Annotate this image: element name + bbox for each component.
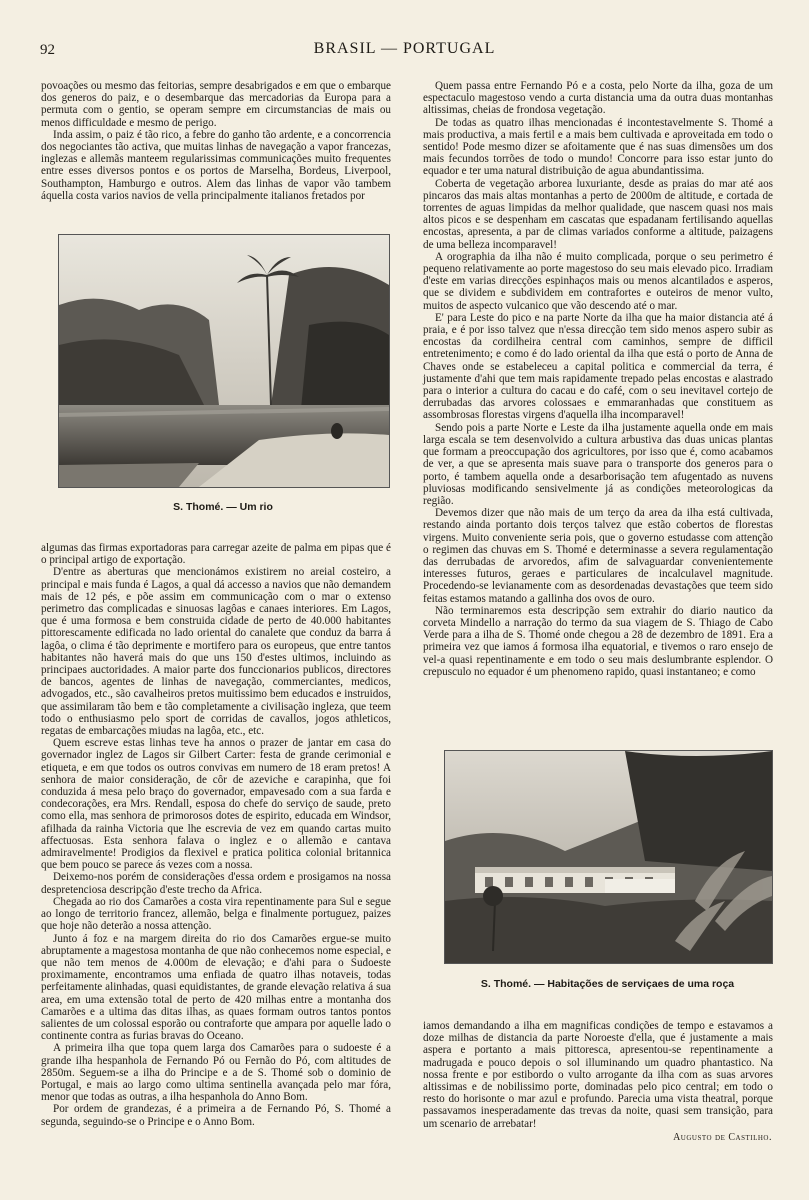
right-column-top-text <box>423 80 773 715</box>
paragraph: Inda assim, o paiz é tão rico, a febre do ganho tão ardente, e a concorrencia dos negociantes tão activa, que muitas linhas de navegação a vapor francezas, inglezas e allemãs manteem regularissimas communicações muito frequentes entre esses diversos pontos e os portos de Marselha, Bordeus, Liverpool, Southampton, Hamburgo e outros. Alem das linhas de vapor vão tambem áquella costa varios navios de vella principalmente italianos fretados por <box>41 128 391 202</box>
author-signature: Augusto de Castilho. <box>673 1132 772 1143</box>
paragraph: A orographia da ilha não é muito complicada, porque o seu perimetro é pequeno relativamente ao porte magestoso do seu mais elevado pico. Irradiam d'este em varias direcções espinhaços mais ou menos alcantilados e asperos, que se dividem e subdividem em contrafortes e outeiros de menor vulto, muitos de aspecto vulcanico que vão descendo até o mar. <box>423 250 773 312</box>
paragraph: Por ordem de grandezas, é a primeira a de Fernando Pó, S. Thomé a segunda, seguindo-se o Principe e o Anno Bom. <box>41 1103 391 1128</box>
paragraph: De todas as quatro ilhas mencionadas é incontestavelmente S. Thomé a mais productiva, a mais fertil e a mais bem cultivada e aproveitada em todo o sentido! Pode mesmo dizer se afoitamente que é nas suas dimensões um dos mais fecundos torrões de todo o mundo! Concorre para isso estar junto do equador e ter uma natural distribuição de agua abundantissima. <box>423 116 773 178</box>
paragraph: iamos demandando a ilha em magnificas condições de tempo e estavamos a doze milhas de distancia da parte Noroeste d'ella, que é justamente a mais aspera e portanto a mais pittoresca, apresentou-se repentinamente a madrugada e pouco depois o sol illuminando um quadro phantastico. Na nossa frente e por estibordo o vulto arrogante da ilha com as suas arvores altissimas e de nobilissimo porte, dominadas pelo pico central; em todo o resto do horisonte o mar azul e profundo. Parecia uma vista theatral, porque passavamos inesperadamente das trevas da noite, quasi sem transição, para um scenario de arrebatar! <box>423 1020 773 1130</box>
river-photo-image <box>59 235 389 487</box>
paragraph: E' para Leste do pico e na parte Norte da ilha que ha maior distancia até á praia, e é por isso talvez que n'essa direcção tem sido menos aspero subir as encostas da cordilheira central com caminhos, sempre de difficil entretenimento; e como é do lado oriental da ilha que está o porto de Anna de Chaves onde se estabeleceu a capital politica e commercial da terra, é justamente d'ahi que tem mais rapidamente trepado pelas encostas e alastrado para o interior a cultura do cacau e do café, com o seu inevitavel cortejo de derrubadas das arvores colossaes e emmaranhadas que constituem as assombrosas florestas virgens d'aquella ilha incomparavel! <box>423 311 773 422</box>
paragraph: Junto á foz e na margem direita do rio dos Camarões ergue-se muito abruptamente a magestosa montanha de que não conhecemos nome especial, e que não tem menos de 4.000m de elevação; e d'ahi para o Sudoeste proximamente, encontramos uma enfiada de quatro ilhas notaveis, todas perfeitamente alinhadas, quasi equidistantes, de grande elevação relativa á sua area, em uma extensão total de perto de 420 milhas entre a montanha dos Camarões e a ultima das ditas ilhas, as quaes formam outros tantos pontos salientes de um colossal esporão ou contraforte que ampara por aquelle lado o continente contra as furias bravas do Oceano. <box>41 932 391 1043</box>
figure-workers-housing-photo <box>444 750 773 964</box>
paragraph: Quem passa entre Fernando Pó e a costa, pelo Norte da ilha, goza de um espectaculo magestoso vendo a curta distancia uma da outra duas montanhas altissimas, cheias de frondosa vegetação. <box>423 80 773 117</box>
page-number: 92 <box>40 42 55 58</box>
figure-1-caption: S. Thomé. — Um rio <box>173 501 273 513</box>
paragraph: Sendo pois a parte Norte e Leste da ilha justamente aquella onde em mais larga escala se tem desenvolvido a cultura arbustiva das duas unicas plantas que formam a preoccupação dos agricultores, por isso que é, como acabamos de ver, a que se apresenta mais suave para o transporte dos generos para o porto, é tambem aquella onde a desarborisação tem afugentado as nuvens pluviosas modificando sensivelmente já as condições meteorologicas da região. <box>423 421 773 507</box>
paragraph: D'entre as aberturas que mencionámos existirem no areial costeiro, a principal e mais funda é Lagos, a qual dá accesso a navios que não demandem mais de 12 pés, e põe assim em communicação com o mar o extenso perimetro das complicadas e sinuosas lagôas e canaes interiores. Em Lagos, que é uma formosa e bem construida cidade de perto de 40.000 habitantes pittorescamente edificada no lado oriental do canalete que conduz da barra á lagôa, o clima é tão deprimente e mortifero para os europeus, que entre tantos habitantes não haverá mais do que uns 150 d'estes ultimos, incluindo as principaes auctoridades. A maior parte dos funccionarios publicos, directores de bancos, agentes de linhas de navegação, commerciantes, medicos, advogados, etc., são cavalheiros pretos muitissimo bem educados e instruidos, que assimilaram tão bem e tão completamente a civilisação ingleza, que teem todo o enthusiasmo pelo sport de corridas de cavallos, jogos athleticos, regatas de embarcações miudas na lagôa, etc., etc. <box>41 566 391 738</box>
paragraph: Deixemo-nos porém de considerações d'essa ordem e prosigamos na nossa despretenciosa descripção d'este trecho da Africa. <box>41 871 391 896</box>
right-column-bottom-text <box>423 1020 773 1130</box>
workers-housing-photo-image <box>445 751 772 963</box>
paragraph: povoações ou mesmo das feitorias, sempre desabrigados e em que o embarque dos generos do paiz, e o desembarque das mercadorias da Europa para a permuta com o gentio, se operam sempre em circumstancias de mais ou menos difficuldade e mesmo de perigo. <box>41 80 391 129</box>
left-column-bottom-text <box>41 542 391 1165</box>
paragraph: Chegada ao rio dos Camarões a costa vira repentinamente para Sul e segue ao longo de territorio francez, allemão, belga e finalmente portuguez, paizes que hoje não deterão a nossa attenção. <box>41 895 391 933</box>
running-title: BRASIL — PORTUGAL <box>313 40 496 57</box>
paragraph: Quem escreve estas linhas teve ha annos o prazer de jantar em casa do governador inglez de Lagos sir Gilbert Carter: festa de grande cerimonial e etiqueta, e em que todos os outros convivas em numero de 18 eram pretos! A senhora de maior consideração, de côr de azeviche e carapinha, que foi conduzida á mesa pelo braço do governador, empavesado com a sua farda e condecorações, era Mrs. Rendall, esposa do chefe do serviço de saude, preto como ella, mas senhora de primorosos dotes de espirito, educada em Windsor, afilhada da rainha Victoria que lhe escrevia de vez em quando cartas muito affectuosas. Esta senhora falava o inglez e o allemão e cantava admiravelmente! Prodigios da flexivel e pratica politica colonial britannica que bem pouco se parece ás vezes com a nossa. <box>41 737 391 872</box>
figure-river-photo <box>58 234 390 488</box>
left-column-top-text <box>41 80 391 228</box>
paragraph: A primeira ilha que topa quem larga dos Camarões para o sudoeste é a grande ilha hespanhola de Fernando Pó ou Fernão do Pó, com altitudes de 2850m. Seguem-se a ilha do Principe e a de S. Thomé sob o dominio de Portugal, e mais ao largo como ultima sentinella avançada pelo mar fóra, menor que todas as outras, a ilha hespanhola do Anno Bom. <box>41 1042 391 1104</box>
paragraph: Coberta de vegetação arborea luxuriante, desde as praias do mar até aos pincaros das mais altas montanhas a perto de 2000m de altitude, e cortada de torrentes de aguas limpidas da melhor qualidade, que nascem quasi nos mais altos picos e se despenham em cascatas que espadanam fertilisando aquellas encostas, apresenta, a par de climas variados conforme a altitude, paizagens de uma belleza incomparavel! <box>423 177 773 251</box>
paragraph: Devemos dizer que não mais de um terço da area da ilha está cultivada, restando ainda portanto dois terços talvez que estão cobertos de florestas virgens. Muito conveniente seria pois, que o governo estudasse com attenção o regimen das chuvas em S. Thomé e determinasse a severa regulamentação das derrubadas de arvoredos, afim de salvaguardar convenientemente interesses futuros, geraes e particulares de incalculavel magnitude. Procedendo-se levianamente com as desordenadas devastações que teem sido feitas estamos matando a gallinha dos ovos de ouro. <box>423 507 773 605</box>
paragraph: Não terminaremos esta descripção sem extrahir do diario nautico da corveta Mindello a narração do termo da sua viagem de S. Thiago de Cabo Verde para a ilha de S. Thomé onde chegou a 28 de dezembro de 1891. Era a primeira vez que iamos á formosa ilha equatorial, e tivemos o raro ensejo de vel-a quasi repentinamente e em todo o seu mais deslumbrante esplendor. O crepusculo no equador é um phenomeno rapido, quasi instantaneo; e como <box>423 604 773 678</box>
figure-2-caption: S. Thomé. — Habitações de serviçaes de uma roça <box>480 978 735 990</box>
paragraph: algumas das firmas exportadoras para carregar azeite de palma em pipas que é o principal artigo de exportação. <box>41 542 391 567</box>
